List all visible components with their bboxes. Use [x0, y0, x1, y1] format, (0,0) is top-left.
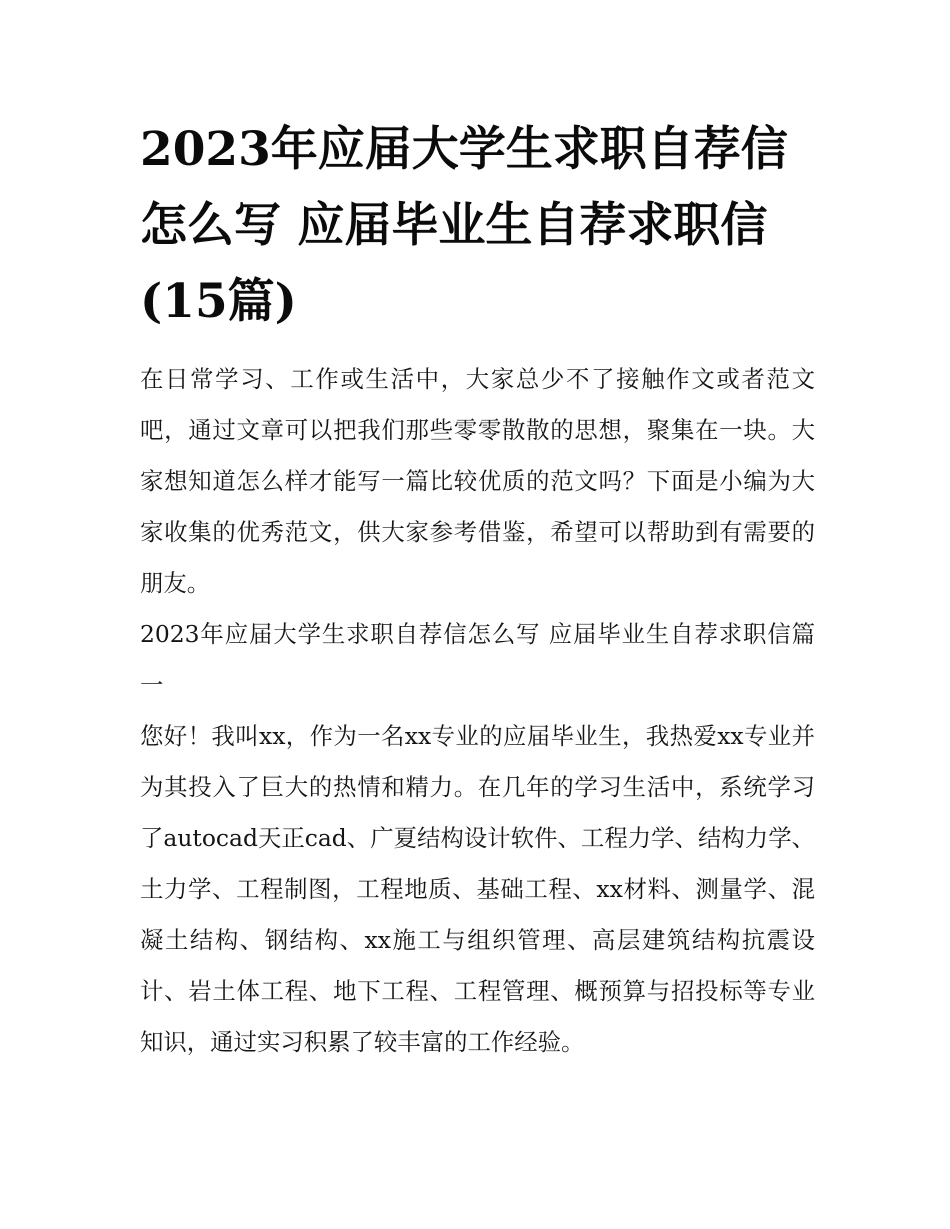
body-paragraph: 您好！我叫xx，作为一名xx专业的应届毕业生，我热爱xx专业并为其投入了巨大的热情和精力。在几年的学习生活中，系统学习了autocad天正cad、广夏结构设计软件、工程力学、结构力学、土力学、工程制图，工程地质、基础工程、xx材料、测量学、混凝土结构、钢结构、xx施工与组织管理、高层建筑结构抗震设计、岩土体工程、地下工程、工程管理、概预算与招投标等专业知识，通过实习积累了较丰富的工作经验。 — [140, 722, 815, 1056]
document-content — [140, 112, 815, 1068]
document-title: 2023年应届大学生求职自荐信怎么写 应届毕业生自荐求职信(15篇) — [140, 122, 788, 329]
intro-paragraph: 在日常学习、工作或生活中，大家总少不了接触作文或者范文吧，通过文章可以把我们那些零零散散的思想，聚集在一块。大家想知道怎么样才能写一篇比较优质的范文吗？下面是小编为大家收集的优秀范文，供大家参考借鉴，希望可以帮助到有需要的朋友。 — [140, 365, 815, 597]
section-heading: 2023年应届大学生求职自荐信怎么写 应届毕业生自荐求职信篇一 — [140, 620, 815, 699]
